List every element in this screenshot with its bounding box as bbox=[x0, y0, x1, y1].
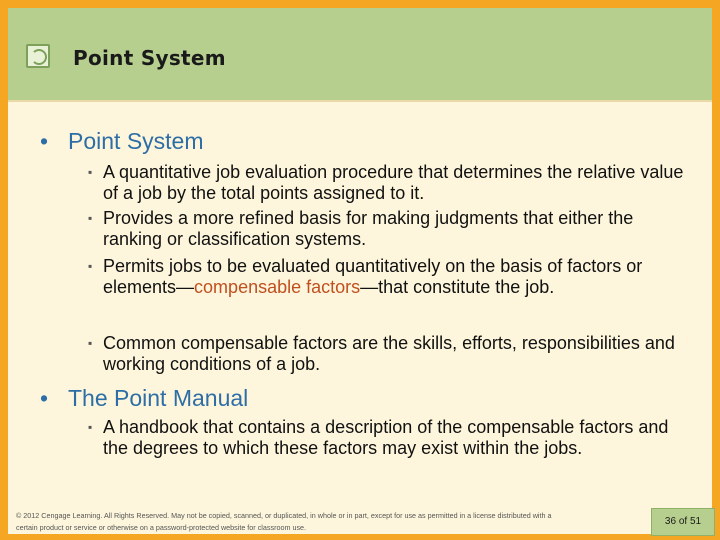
slide-logo-icon bbox=[26, 44, 50, 68]
bullet-dot-icon: • bbox=[40, 128, 49, 154]
copyright-notice: © 2012 Cengage Learning. All Rights Reserved. May not be copied, scanned, or duplicated, in whole or in part, except for use as permitted in a license distributed with a certain product or service or otherwise on a password-protected website for classroom use. bbox=[16, 511, 552, 532]
sub-bullet-text bbox=[88, 256, 688, 298]
bullet-heading-label: The Point Manual bbox=[68, 385, 249, 411]
sub-bullet-text-before: Permits jobs to be evaluated quantitatively on the basis of factors or elements— bbox=[103, 256, 643, 297]
bullet-point-system bbox=[40, 128, 204, 155]
sub-bullet-item bbox=[88, 208, 688, 250]
frame-right-border bbox=[712, 0, 720, 540]
slide-title: Point System bbox=[73, 46, 226, 70]
square-bullet-icon: ▪ bbox=[88, 336, 93, 350]
bullet-heading-label: Point System bbox=[68, 128, 204, 154]
page-of-label: of bbox=[678, 516, 688, 527]
frame-top-border bbox=[0, 0, 720, 8]
sub-bullet-text: Common compensable factors are the skills, efforts, responsibilities and working conditions of a job. bbox=[103, 333, 675, 374]
page-number-badge bbox=[651, 508, 715, 536]
frame-bottom-border bbox=[0, 534, 720, 540]
bullet-point-manual bbox=[40, 385, 248, 412]
sub-bullet-text-after: —that constitute the job. bbox=[360, 277, 555, 297]
square-bullet-icon: ▪ bbox=[88, 259, 93, 273]
frame-left-border bbox=[0, 0, 8, 540]
sub-bullet-text: A quantitative job evaluation procedure that determines the relative value of a job by the total points assigned to it. bbox=[103, 162, 684, 203]
sub-bullet-text: Provides a more refined basis for making judgments that either the ranking or classification systems. bbox=[103, 208, 634, 249]
sub-bullet-item bbox=[88, 417, 688, 459]
page-current: 36 bbox=[664, 516, 677, 527]
square-bullet-icon: ▪ bbox=[88, 420, 93, 434]
page-total: 51 bbox=[689, 516, 702, 527]
bullet-dot-icon: • bbox=[40, 385, 49, 411]
sub-bullet-text: A handbook that contains a description of the compensable factors and the degrees to which these factors may exist within the jobs. bbox=[103, 417, 669, 458]
square-bullet-icon: ▪ bbox=[88, 211, 93, 225]
sub-bullet-item bbox=[88, 256, 688, 298]
square-bullet-icon: ▪ bbox=[88, 165, 93, 179]
sub-bullet-item bbox=[88, 162, 688, 204]
compensable-factors-highlight: compensable factors bbox=[194, 277, 361, 297]
header-divider bbox=[8, 100, 712, 102]
sub-bullet-item bbox=[88, 333, 688, 375]
